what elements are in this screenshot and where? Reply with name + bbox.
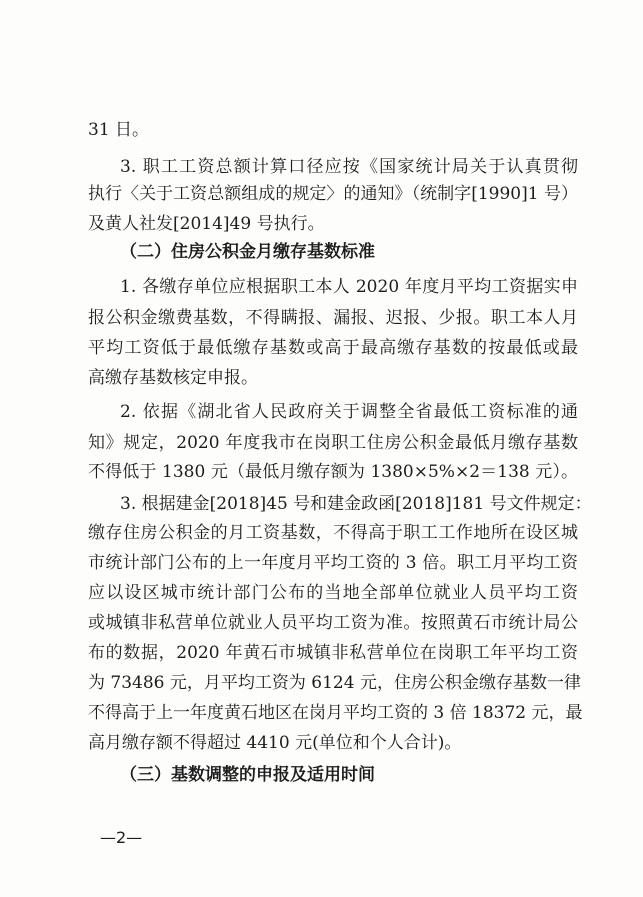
text-line: 为 73486 元，月平均工资为 6124 元，住房公积金缴存基数一律 bbox=[88, 673, 581, 693]
text-line: 3. 职工工资总额计算口径应按《国家统计局关于认真贯彻 bbox=[120, 157, 578, 177]
text-line: 1. 各缴存单位应根据职工本人 2020 年度月平均工资据实申 bbox=[120, 277, 578, 297]
text-line: 知》规定，2020 年度我市在岗职工住房公积金最低月缴存基数 bbox=[88, 433, 578, 453]
text-line: 不得高于上一年度黄石地区在岗月平均工资的 3 倍 18372 元，最 bbox=[88, 703, 583, 723]
text-line: 不得低于 1380 元（最低月缴存额为 1380×5%×2＝138 元）。 bbox=[88, 462, 578, 482]
text-line: 市统计部门公布的上一年度月平均工资的 3 倍。职工月平均工资 bbox=[88, 553, 578, 573]
text-line: 及黄人社发[2014]49 号执行。 bbox=[88, 214, 325, 234]
text-line: 布的数据，2020 年黄石市城镇非私营单位在岗职工年平均工资 bbox=[88, 643, 578, 663]
text-line: 应以设区城市统计部门公布的当地全部单位就业人员平均工资 bbox=[88, 583, 578, 603]
text-line: 31 日。 bbox=[88, 120, 150, 140]
text-line: 或城镇非私营单位就业人员平均工资为准。按照黄石市统计局公 bbox=[88, 613, 578, 633]
text-line: 执行〈关于工资总额组成的规定〉的通知》（统制字[1990]1 号） bbox=[88, 184, 578, 204]
section-heading: （三）基数调整的申报及适用时间 bbox=[120, 765, 375, 785]
page-number: —2— bbox=[100, 828, 143, 847]
text-line: 高月缴存额不得超过 4410 元(单位和个人合计)。 bbox=[88, 733, 462, 753]
text-line: 高缴存基数核定申报。 bbox=[88, 368, 258, 388]
text-line: 报公积金缴费基数，不得瞒报、漏报、迟报、少报。职工本人月 bbox=[88, 308, 578, 328]
text-line: 2. 依据《湖北省人民政府关于调整全省最低工资标准的通 bbox=[120, 402, 578, 422]
text-line: 缴存住房公积金的月工资基数，不得高于职工工作地所在设区城 bbox=[88, 523, 578, 543]
text-line: 平均工资低于最低缴存基数或高于最高缴存基数的按最低或最 bbox=[88, 338, 578, 358]
section-heading: （二）住房公积金月缴存基数标准 bbox=[120, 242, 375, 262]
text-line: 3. 根据建金[2018]45 号和建金政函[2018]181 号文件规定： bbox=[120, 494, 592, 514]
